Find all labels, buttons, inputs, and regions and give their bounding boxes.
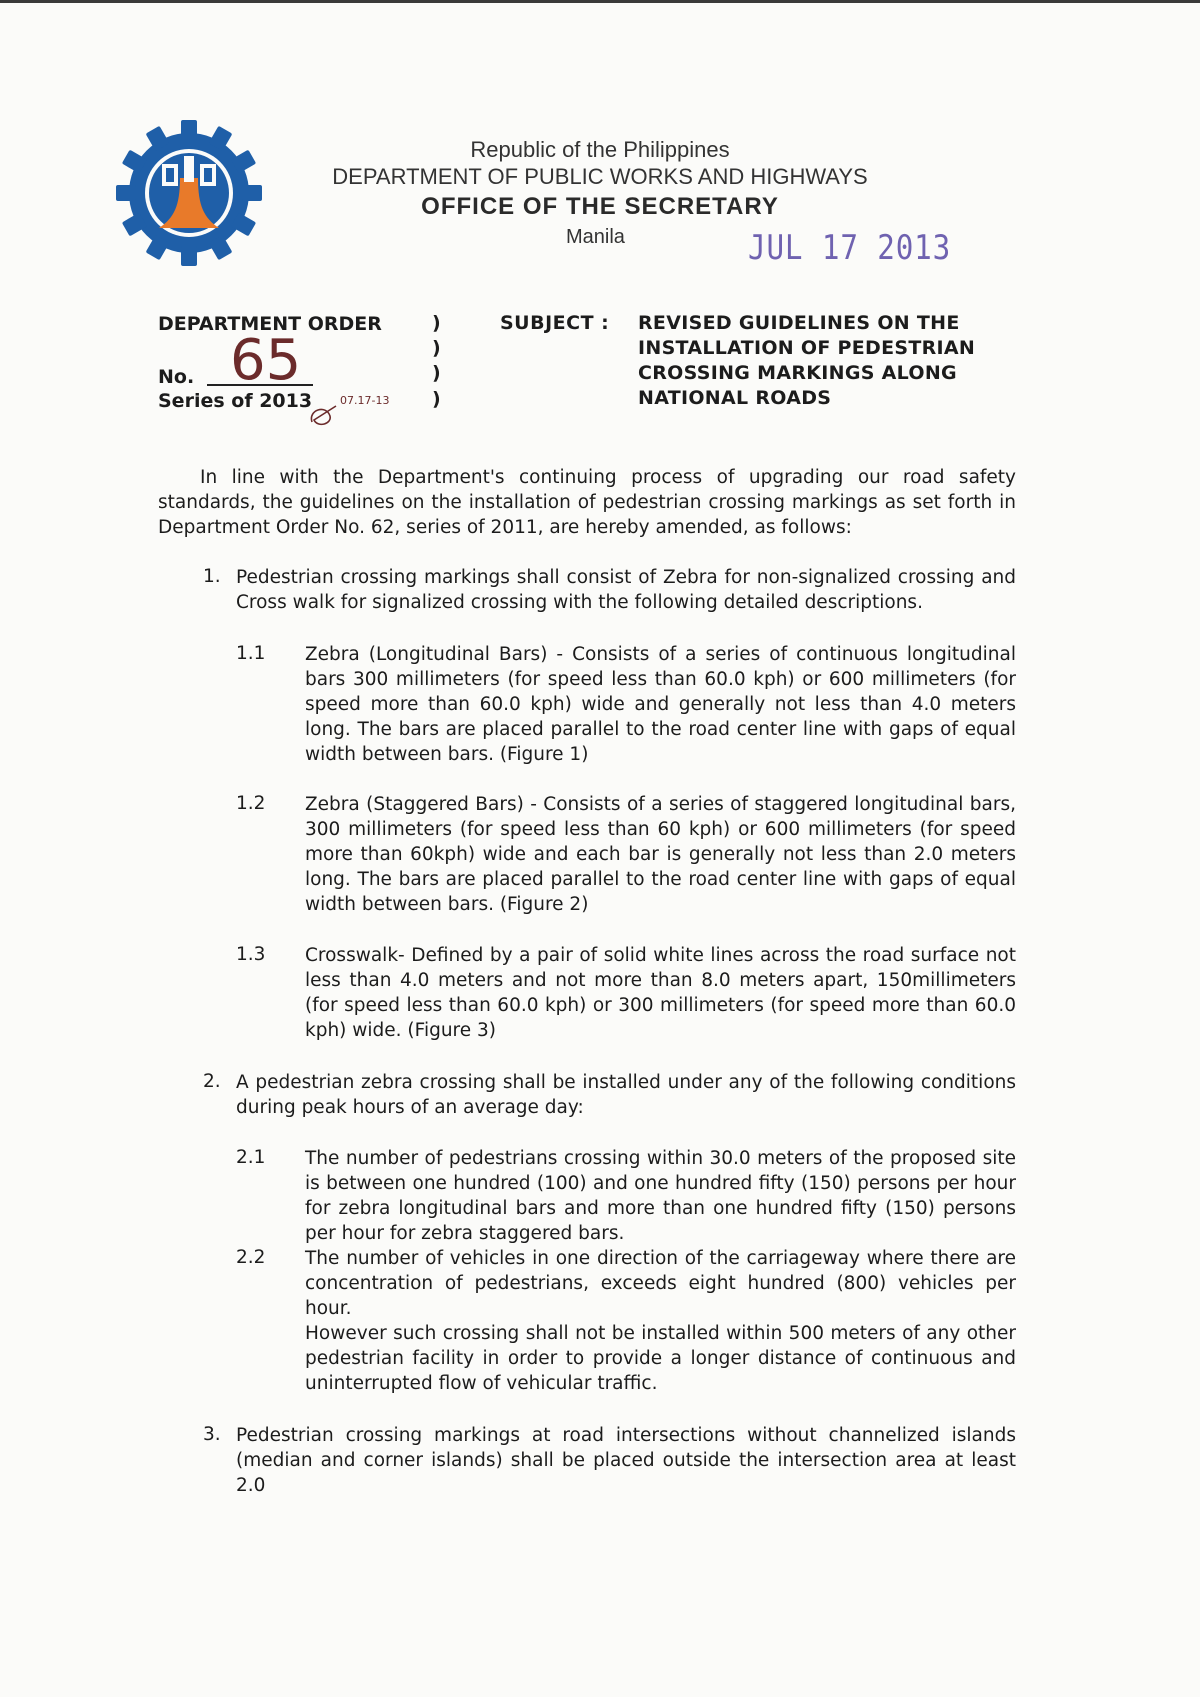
item-note: However such crossing shall not be installed within 500 meters of any other pedestrian facility in order to provide a longer distance of continuous and uninterrupted flow of vehicular traffic.: [305, 1323, 1016, 1394]
subitem-number: 1.1: [236, 643, 266, 664]
handwritten-initials: [306, 386, 406, 432]
office-heading: OFFICE OF THE SECRETARY: [421, 193, 779, 220]
subitem-number: 2.1: [236, 1147, 266, 1168]
subitem-text: Zebra (Staggered Bars) - Consists of a series of staggered longitudinal bars, 300 millimeters (for speed less than 60 kph) or 600 millimeters (for speed more than 60kph) wide and each bar is generally not less than 2.0 meters long. The bars are placed parallel to the road center line with gaps of equal width between bars. (Figure 2): [305, 794, 1016, 915]
subitem-number: 1.2: [236, 793, 266, 814]
city-label: Manila: [566, 226, 625, 248]
bracket: ): [432, 388, 441, 410]
subject-label: SUBJECT :: [500, 312, 610, 334]
date-stamp: JUL 17 2013: [748, 228, 952, 268]
subject-text: REVISED GUIDELINES ON THE INSTALLATION OF PEDESTRIAN CROSSING MARKINGS ALONG NATIONAL ROADS: [638, 312, 976, 409]
order-series: Series of 2013: [158, 390, 313, 412]
scan-top-border: [0, 0, 1200, 3]
subitem-text: The number of vehicles in one direction of the carriageway where there are concentration of pedestrians, exceeds eight hundred (800) vehicles per hour.: [305, 1248, 1016, 1319]
subitem-text: Crosswalk- Defined by a pair of solid white lines across the road surface not less than 4.0 meters and not more than 8.0 meters apart, 150millimeters (for speed less than 60.0 kph) or 300 millimeters (for speed more than 60.0 kph) wide. (Figure 3): [305, 945, 1016, 1041]
subitem-number: 1.3: [236, 944, 266, 965]
intro-paragraph: In line with the Department's continuing process of upgrading our road safety standards, the guidelines on the installation of pedestrian crossing markings as set forth in Department Order No. 62, series of 2011, are hereby amended, as follows:: [158, 467, 1016, 538]
bracket: ): [432, 337, 441, 359]
department-order-label: DEPARTMENT ORDER: [158, 313, 382, 335]
item-number: 2.: [203, 1071, 221, 1092]
subitem-number: 2.2: [236, 1247, 266, 1268]
bracket: ): [432, 312, 441, 334]
dpwh-gear-seal-icon: [114, 118, 264, 268]
item-number: 3.: [203, 1424, 221, 1445]
subitem-text: Zebra (Longitudinal Bars) - Consists of a series of continuous longitudinal bars 300 millimeters (for speed less than 60.0 kph) or 600 millimeters (for speed more than 60.0 kph) wide and generally not less than 4.0 meters long. The bars are placed parallel to the road center line with gaps of equal width between bars. (Figure 1): [305, 644, 1016, 765]
order-number-label: No.: [158, 366, 195, 388]
item-number: 1.: [203, 566, 221, 587]
item-text: A pedestrian zebra crossing shall be installed under any of the following conditions during peak hours of an average day:: [236, 1072, 1016, 1118]
item-text: Pedestrian crossing markings at road intersections without channelized islands (median and corner islands) shall be placed outside the intersection area at least 2.0: [236, 1425, 1016, 1496]
order-number-value: 65: [230, 328, 302, 393]
bracket: ): [432, 362, 441, 384]
handwritten-date: 07.17-13: [340, 394, 390, 407]
department-heading: DEPARTMENT OF PUBLIC WORKS AND HIGHWAYS: [332, 164, 868, 189]
item-text: Pedestrian crossing markings shall consist of Zebra for non-signalized crossing and Cross walk for signalized crossing with the following detailed descriptions.: [236, 567, 1016, 613]
republic-heading: Republic of the Philippines: [470, 137, 730, 162]
subitem-text: The number of pedestrians crossing within 30.0 meters of the proposed site is between one hundred (100) and one hundred fifty (150) persons per hour for zebra longitudinal bars and more than one hundred fifty (150) persons per hour for zebra staggered bars.: [305, 1148, 1016, 1244]
